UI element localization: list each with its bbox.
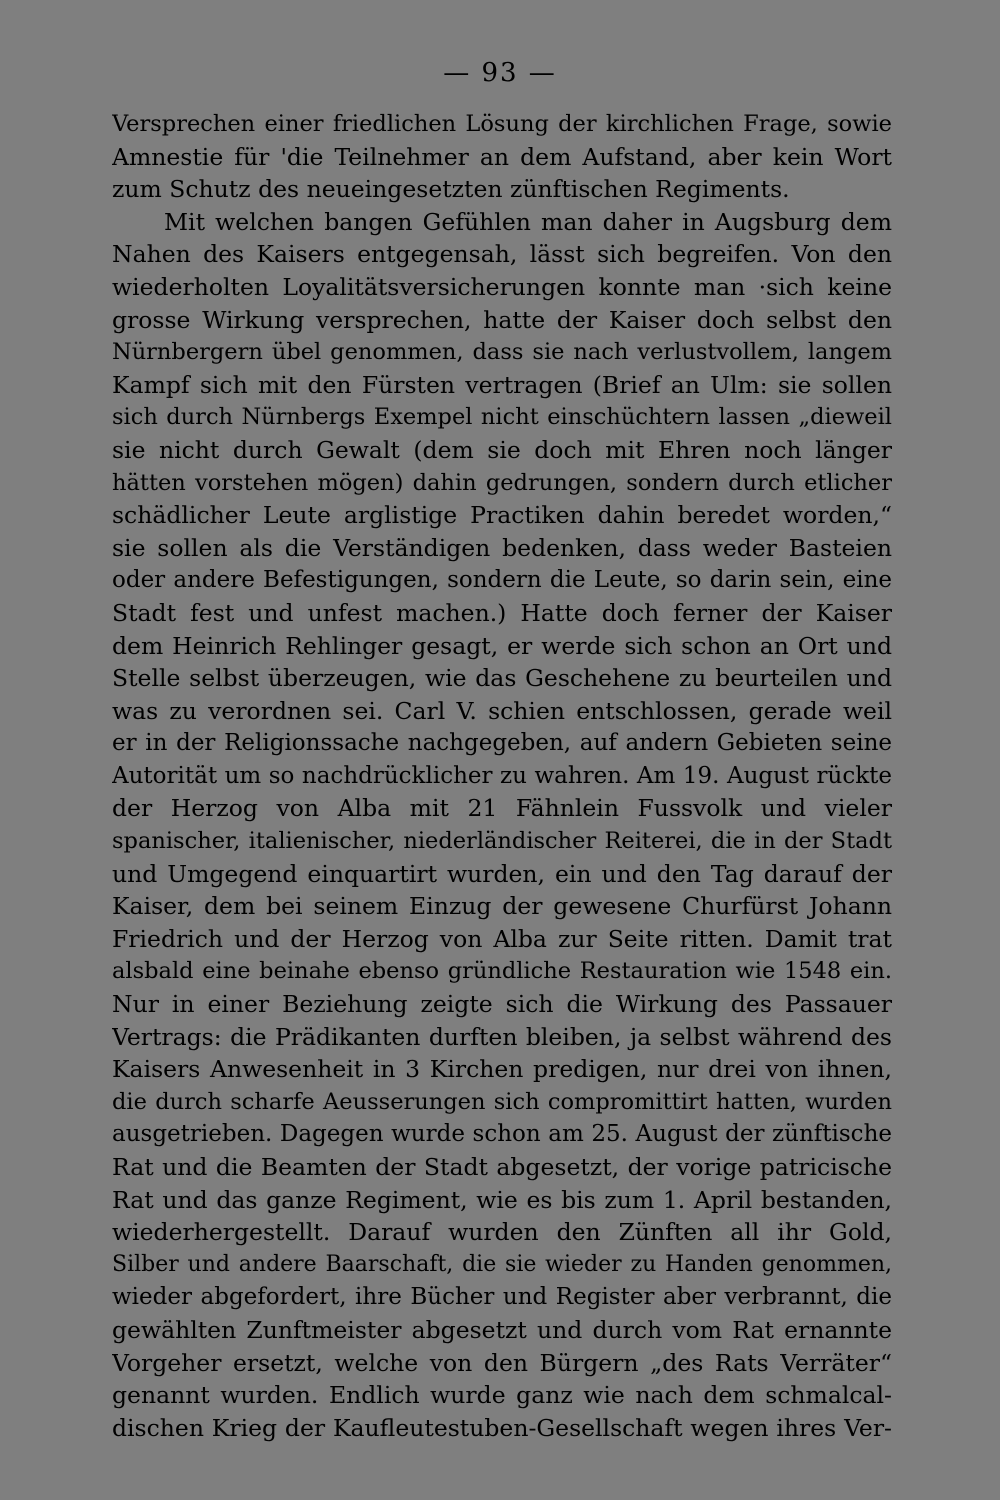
text-line: grosse Wirkung versprechen, hatte der Kaiser doch selbst den: [112, 305, 892, 334]
text-line: zum Schutz des neueingesetzten zünftischen Regiments.: [112, 175, 790, 204]
text-line: spanischer, italienischer, niederländischer Reiterei, die in der Stadt: [112, 828, 892, 855]
text-line: Rat und das ganze Regiment, wie es bis zum 1. April bestanden,: [112, 1185, 892, 1214]
text-line: Silber und andere Baarschaft, die sie wieder zu Handen genommen,: [112, 1251, 892, 1277]
text-line: dem Heinrich Rehlinger gesagt, er werde sich schon an Ort und: [112, 631, 892, 660]
text-line: er in der Religionssache nachgegeben, auf andern Gebieten seine: [112, 730, 892, 757]
page-number: — 93 —: [443, 58, 557, 88]
text-line: wiederholten Loyalitätsversicherungen konnte man ·sich keine: [112, 272, 892, 301]
text-line: Stelle selbst überzeugen, wie das Geschehene zu beurteilen und: [112, 664, 892, 693]
text-line: Nahen des Kaisers entgegensah, lässt sich begreifen. Von den: [112, 240, 892, 269]
text-line: Nürnbergern übel genommen, dass sie nach verlustvollem, langem: [112, 339, 892, 366]
text-line: Kaiser, dem bei seinem Einzug der gewesene Churfürst Johann: [112, 892, 892, 921]
text-line: genannt wurden. Endlich wurde ganz wie nach dem schmalcal-: [112, 1381, 892, 1410]
text-line: Versprechen einer friedlichen Lösung der kirchlichen Frage, sowie: [112, 111, 892, 137]
text-line: schädlicher Leute arglistige Practiken dahin beredet worden,“: [112, 501, 892, 530]
text-line: alsbald eine beinahe ebenso gründliche Restauration wie 1548 ein.: [112, 958, 892, 985]
text-line: der Herzog von Alba mit 21 Fähnlein Fussvolk und vieler: [112, 794, 892, 823]
text-line: sich durch Nürnbergs Exempel nicht einschüchtern lassen „dieweil: [112, 404, 892, 431]
text-line: Friedrich und der Herzog von Alba zur Seite ritten. Damit trat: [112, 924, 892, 953]
text-line: Mit welchen bangen Gefühlen man daher in Augsburg dem: [164, 207, 892, 236]
text-line: sie nicht durch Gewalt (dem sie doch mit Ehren noch länger: [112, 435, 892, 464]
text-line: sie sollen als die Verständigen bedenken, dass weder Basteien: [112, 533, 892, 562]
text-line: Autorität um so nachdrücklicher zu wahren. Am 19. August rückte: [112, 762, 892, 789]
text-line: Kaisers Anwesenheit in 3 Kirchen predigen, nur drei von ihnen,: [112, 1055, 892, 1084]
text-line: dischen Krieg der Kaufleutestuben-Gesellschaft wegen ihres Ver-: [112, 1413, 892, 1442]
text-line: ausgetrieben. Dagegen wurde schon am 25. August der zünftische: [112, 1121, 892, 1148]
text-line: Nur in einer Beziehung zeigte sich die Wirkung des Passauer: [112, 990, 892, 1019]
text-line: Amnestie für 'die Teilnehmer an dem Aufstand, aber kein Wort: [112, 142, 892, 171]
text-line: Vertrags: die Prädikanten durften bleiben, ja selbst während des: [112, 1022, 892, 1051]
text-line: oder andere Befestigungen, sondern die Leute, so darin sein, eine: [112, 567, 892, 594]
text-line: Kampf sich mit den Fürsten vertragen (Brief an Ulm: sie sollen: [112, 370, 892, 399]
text-line: und Umgegend einquartirt wurden, ein und den Tag darauf der: [112, 859, 892, 888]
body-text: [112, 108, 892, 1444]
text-line: wiederhergestellt. Darauf wurden den Zünften all ihr Gold,: [112, 1218, 892, 1247]
text-line: gewählten Zunftmeister abgesetzt und durch vom Rat ernannte: [112, 1315, 892, 1344]
text-line: hätten vorstehen mögen) dahin gedrungen, sondern durch etlicher: [112, 469, 892, 496]
text-line: die durch scharfe Aeusserungen sich compromittirt hatten, wurden: [112, 1088, 892, 1115]
text-line: Stadt fest und unfest machen.) Hatte doch ferner der Kaiser: [112, 598, 892, 627]
text-line: was zu verordnen sei. Carl V. schien entschlossen, gerade weil: [112, 696, 892, 725]
text-line: Vorgeher ersetzt, welche von den Bürgern „des Rats Verräter“: [112, 1348, 892, 1377]
text-line: Rat und die Beamten der Stadt abgesetzt, der vorige patricische: [112, 1153, 892, 1181]
text-line: wieder abgefordert, ihre Bücher und Register aber verbrannt, die: [112, 1284, 892, 1311]
